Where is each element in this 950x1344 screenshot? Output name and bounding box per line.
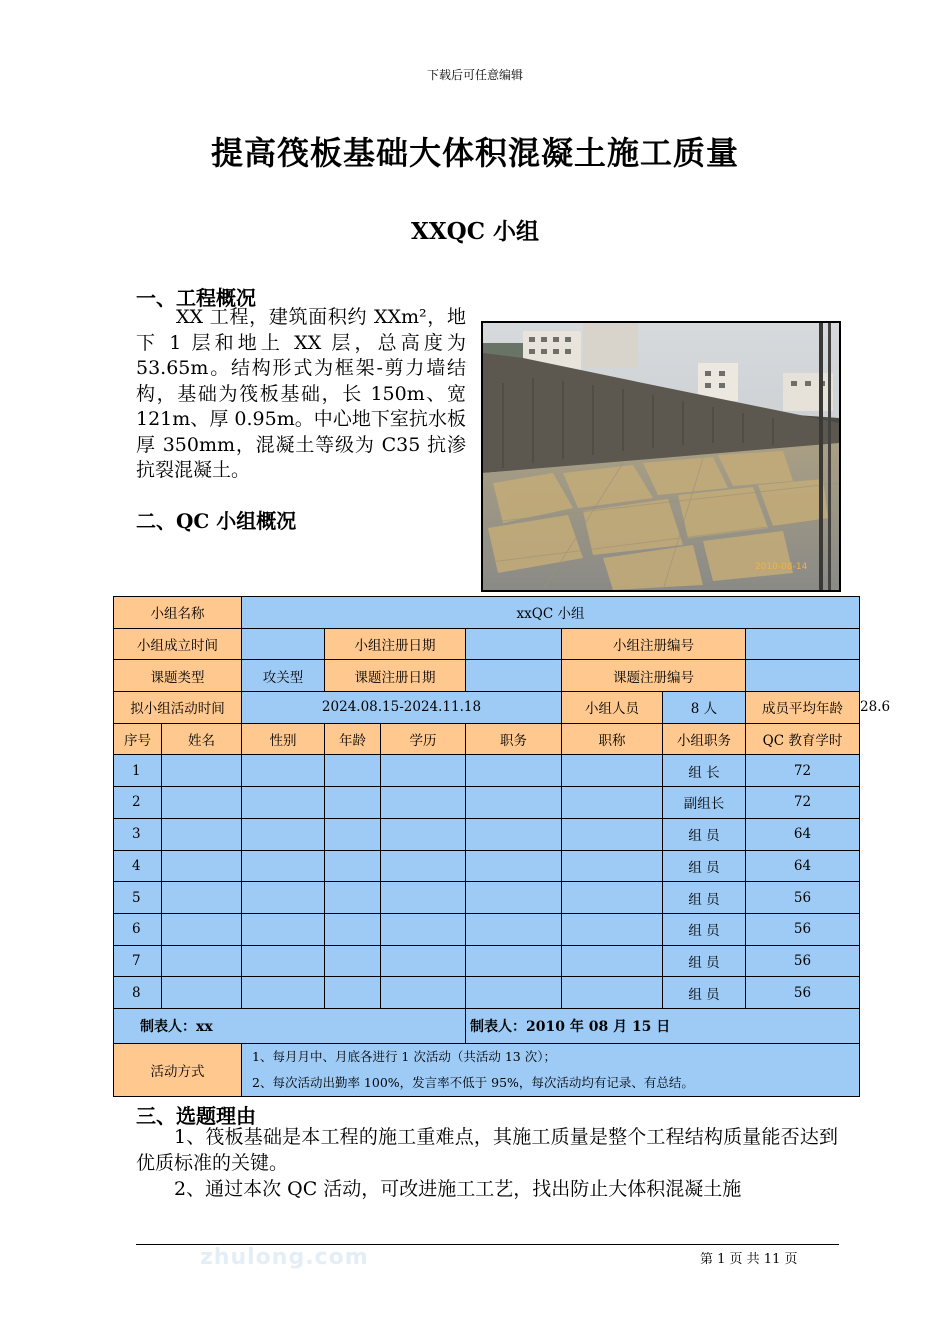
row-hours: 56 <box>746 977 860 1009</box>
col-header-qc-hours: QC 教育学时 <box>746 723 860 755</box>
section-heading-overview: 一、工程概况 <box>136 286 256 310</box>
row-role: 组 员 <box>663 850 746 882</box>
col-header-group-role: 小组职务 <box>663 723 746 755</box>
topic-type-value: 攻关型 <box>242 660 325 692</box>
table-make-date: 制表人：2010 年 08 月 15 日 <box>466 1008 860 1043</box>
table-row <box>114 755 860 787</box>
reason-paragraph-1: 1、筏板基础是本工程的施工重难点，其施工质量是整个工程结构质量能否达到优质标准的关键。 <box>136 1126 838 1174</box>
row-role: 组 员 <box>663 882 746 914</box>
row-no: 5 <box>114 882 162 914</box>
table-row <box>114 977 860 1009</box>
topic-reason-body <box>136 1124 838 1202</box>
page-number: 第 1 页 共 11 页 <box>700 1252 798 1267</box>
reg-date-label: 小组注册日期 <box>325 628 466 660</box>
table-row <box>114 850 860 882</box>
row-role: 副组长 <box>663 787 746 819</box>
topic-type-label: 课题类型 <box>114 660 242 692</box>
avg-age-label: 成员平均年龄 <box>746 692 860 724</box>
reg-no-label: 小组注册编号 <box>562 628 746 660</box>
site-photo-illustration <box>483 323 839 590</box>
activity-method-label: 活动方式 <box>114 1043 242 1096</box>
table-maker: 制表人：xx <box>114 1008 466 1043</box>
group-name-label: 小组名称 <box>114 597 242 629</box>
table-footer-row <box>114 1008 860 1043</box>
row-no: 6 <box>114 913 162 945</box>
topic-reg-no-value <box>746 660 860 692</box>
section-heading-qc-group: 二、QC 小组概况 <box>136 509 297 533</box>
reg-no-value <box>746 628 860 660</box>
photo-date-stamp: 2010-08-14 <box>755 562 808 572</box>
col-header-name: 姓名 <box>162 723 242 755</box>
row-hours: 72 <box>746 787 860 819</box>
activity-method-value <box>242 1043 860 1096</box>
reason-paragraph-2: 2、通过本次 QC 活动，可改进施工工艺，找出防止大体积混凝土施 <box>174 1178 742 1200</box>
row-hours: 72 <box>746 755 860 787</box>
watermark-logo: zhulong.com <box>200 1245 369 1270</box>
group-name-value: xxQC 小组 <box>242 597 860 629</box>
row-hours: 56 <box>746 945 860 977</box>
topic-reg-no-label: 课题注册编号 <box>562 660 746 692</box>
document-title: 提高筏板基础大体积混凝土施工质量 <box>210 134 739 172</box>
topic-reg-date-label: 课题注册日期 <box>325 660 466 692</box>
activity-time-value: 2024.08.15-2024.11.18 <box>242 692 562 724</box>
row-no: 4 <box>114 850 162 882</box>
section-heading-topic-reason: 三、选题理由 <box>136 1104 256 1128</box>
col-header-gender: 性别 <box>242 723 325 755</box>
row-no: 8 <box>114 977 162 1009</box>
overview-paragraph <box>136 305 466 484</box>
activity-time-label: 拟小组活动时间 <box>114 692 242 724</box>
construction-site-photo <box>481 321 841 592</box>
table-row <box>114 818 860 850</box>
row-no: 2 <box>114 787 162 819</box>
document-subtitle: XXQC 小组 <box>410 218 540 245</box>
activity-line-2: 2、每次活动出勤率 100%，发言率不低于 95%，每次活动均有记录、有总结。 <box>252 1074 694 1090</box>
founded-value <box>242 628 325 660</box>
row-no: 1 <box>114 755 162 787</box>
row-no: 3 <box>114 818 162 850</box>
members-label: 小组人员 <box>562 692 663 724</box>
topic-reg-date-value <box>466 660 562 692</box>
col-header-title: 职称 <box>562 723 663 755</box>
col-header-position: 职务 <box>466 723 562 755</box>
row-hours: 56 <box>746 913 860 945</box>
row-role: 组 长 <box>663 755 746 787</box>
row-role: 组 员 <box>663 945 746 977</box>
row-role: 组 员 <box>663 977 746 1009</box>
founded-label: 小组成立时间 <box>114 628 242 660</box>
table-row <box>114 787 860 819</box>
row-hours: 64 <box>746 850 860 882</box>
qc-group-table: 小组名称 xxQC 小组 小组成立时间 小组注册日期 小组注册编号 课题类型 攻关型 课题注册日期 课题注册编号 拟小组活动时间 2024.08.15-2024.11.18 小组人员 8 人 成员平均年龄 28.6 序号 姓名 性别 年龄 学历 职务 职称 小组职务 QC 教育学时 1 组 长 72 2 副组长 72 3 组 员 64 4 组 员 64 5 组 员 56 6 组 员 56 7 组 员 56 8 组 员 56 制表人：xx 制表人：2010 年 08 月 15 日 活动方式 1、每月月中、月底各进行 1 次活动（共活动 13 次）； 2、每次活动出勤率 100%，发言率不低于 95%，每次活动均有记录、有总结。 <box>113 596 860 1097</box>
table-row <box>114 882 860 914</box>
table-row <box>114 913 860 945</box>
table-row <box>114 945 860 977</box>
members-value: 8 人 <box>663 692 746 724</box>
row-hours: 56 <box>746 882 860 914</box>
overview-text: XX 工程，建筑面积约 XXm²，地下 1 层和地上 XX 层，总高度为 53.65m。结构形式为框架-剪力墙结构，基础为筏板基础，长 150m、宽 121m、厚 0.95m。中心地下室抗水板厚 350mm，混凝土等级为 C35 抗渗抗裂混凝土。 <box>136 306 466 481</box>
activity-line-1: 1、每月月中、月底各进行 1 次活动（共活动 13 次）； <box>252 1048 556 1064</box>
col-header-no: 序号 <box>114 723 162 755</box>
col-header-education: 学历 <box>381 723 466 755</box>
row-role: 组 员 <box>663 818 746 850</box>
row-role: 组 员 <box>663 913 746 945</box>
row-no: 7 <box>114 945 162 977</box>
row-hours: 64 <box>746 818 860 850</box>
reg-date-value <box>466 628 562 660</box>
col-header-age: 年龄 <box>325 723 381 755</box>
header-note: 下载后可任意编辑 <box>426 68 523 82</box>
